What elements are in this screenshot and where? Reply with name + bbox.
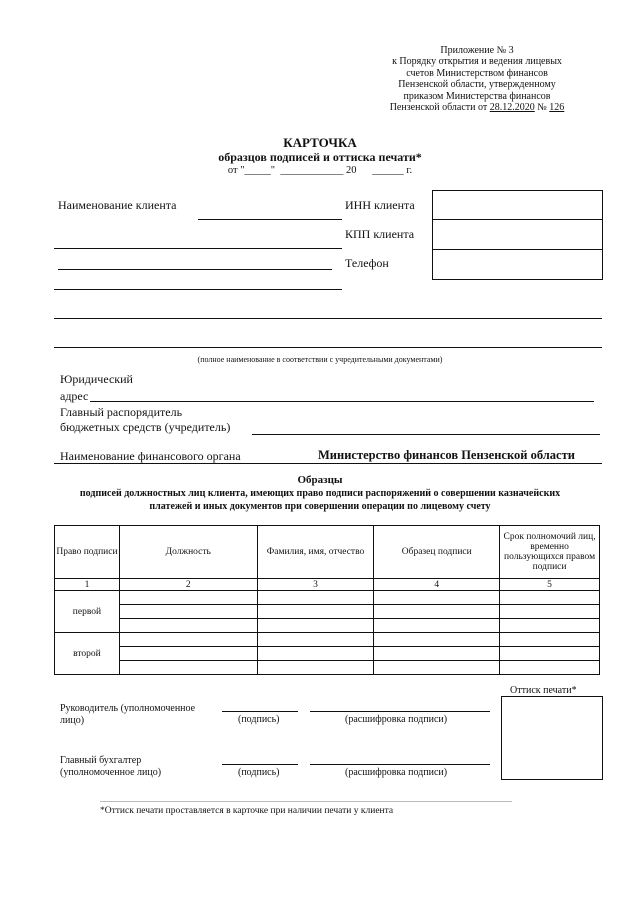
client-name-line-3[interactable] [58,269,332,270]
accountant-signature-line[interactable] [222,764,298,765]
group-second: второй [55,633,120,675]
footnote: *Оттиск печати проставляется в карточке при наличии печати у клиента [100,806,394,816]
annex-date: 28.12.2020 [489,102,535,114]
accountant-label [60,755,161,779]
annex-line-4: Пензенской области, утвержденному [398,79,556,91]
table-cell[interactable] [257,661,374,675]
header-signature-sample: Образец подписи [374,526,500,579]
table-cell[interactable] [374,633,500,647]
table-cell[interactable] [500,633,600,647]
table-cell[interactable] [500,619,600,633]
head-decode-hint: (расшифровка подписи) [345,714,448,725]
client-name-line-1[interactable] [198,219,342,220]
codes-divider-2 [433,249,602,250]
header-right-of-signature: Право подписи [55,526,120,579]
table-row [55,605,600,619]
table-cell[interactable] [374,619,500,633]
table-cell[interactable] [257,633,374,647]
col-number-3: 3 [257,579,374,591]
annex-line-1: Приложение № 3 [440,45,514,56]
table-cell[interactable] [257,591,374,605]
table-cell[interactable] [257,605,374,619]
codes-divider-1 [433,219,602,220]
head-label [60,703,195,727]
head-decode-line[interactable] [310,711,490,712]
address-label-line-1: Юридический [60,372,133,386]
samples-title: Образцы [297,474,343,486]
phone-label: Телефон [345,256,389,270]
col-number-2: 2 [119,579,257,591]
inn-label: ИНН клиента [345,198,415,212]
accountant-sign-hint: (подпись) [238,767,280,778]
table-cell[interactable] [119,647,257,661]
header-position: Должность [119,526,257,579]
table-row [55,647,600,661]
annex-no-prefix: № [537,102,547,114]
accountant-decode-hint: (расшифровка подписи) [345,767,448,778]
head-sign-hint: (подпись) [238,714,280,725]
table-cell[interactable] [257,619,374,633]
table-cell[interactable] [119,633,257,647]
annex-block [362,45,592,113]
footnote-separator [100,801,512,802]
client-name-label: Наименование клиента [58,198,177,212]
budget-label-line-1: Главный распорядитель [60,405,183,419]
table-cell[interactable] [374,661,500,675]
address-line[interactable] [90,401,594,402]
client-fullname-line-2[interactable] [54,347,602,348]
table-row [55,591,600,605]
card-subtitle: образцов подписей и оттиска печати* [218,150,422,164]
table-cell[interactable] [374,591,500,605]
samples-desc-2: платежей и иных документов при совершении операции по лицевому счету [149,501,491,512]
accountant-decode-line[interactable] [310,764,490,765]
budget-line[interactable] [252,434,600,435]
table-cell[interactable] [500,605,600,619]
table-cell[interactable] [119,605,257,619]
card-title: КАРТОЧКА [283,135,357,150]
kpp-label: КПП клиента [345,227,415,241]
finorg-value: Министерство финансов Пензенской области [318,448,575,462]
table-cell[interactable] [500,591,600,605]
annex-line-5: приказом Министерства финансов [403,90,551,102]
table-number-row [55,579,600,591]
table-cell[interactable] [119,591,257,605]
annex-number: 126 [549,102,565,114]
table-cell[interactable] [500,647,600,661]
client-codes-box [432,190,603,280]
annex-date-prefix: Пензенской области от [389,102,488,114]
head-label-line-2: лицо) [60,715,85,726]
table-row [55,619,600,633]
budget-label-line-2: бюджетных средств (учредитель) [60,420,231,434]
table-cell[interactable] [119,661,257,675]
samples-desc-1: подписей должностных лиц клиента, имеющих право подписи распоряжений о совершении казначейских [79,488,561,499]
finorg-label: Наименование финансового органа [60,449,241,463]
group-first: первой [55,591,120,633]
card-date-line: от "_____" ____________ 20 ______ г. [227,165,413,176]
annex-line-3: счетов Министерством финансов [406,67,548,79]
col-number-5: 5 [500,579,600,591]
table-cell[interactable] [500,661,600,675]
table-cell[interactable] [374,647,500,661]
finorg-line [54,463,602,464]
table-row [55,633,600,647]
annex-line-2: к Порядку открытия и ведения лицевых [392,56,562,68]
client-name-line-2[interactable] [54,248,342,249]
head-label-line-1: Руководитель (уполномоченное [60,703,196,714]
client-fullname-line-1[interactable] [54,318,602,319]
table-cell[interactable] [257,647,374,661]
table-cell[interactable] [119,619,257,633]
col-number-4: 4 [374,579,500,591]
accountant-label-line-1: Главный бухгалтер [60,755,142,766]
table-cell[interactable] [374,605,500,619]
head-signature-line[interactable] [222,711,298,712]
col-number-1: 1 [55,579,120,591]
annex-line-6 [362,102,592,113]
table-row [55,661,600,675]
header-full-name: Фамилия, имя, отчество [257,526,374,579]
table-header-row [55,526,600,579]
header-authority-term: Срок полномочий лиц, временно пользующихся правом подписи [500,526,600,579]
signatures-table [54,525,600,675]
client-name-line-4[interactable] [54,289,342,290]
fullname-hint: (полное наименование в соответствии с учредительными документами) [197,355,443,364]
address-label-line-2: адрес [60,389,89,403]
stamp-box[interactable] [501,696,603,780]
stamp-label: Оттиск печати* [510,685,577,696]
accountant-label-line-2: (уполномоченное лицо) [60,767,162,778]
